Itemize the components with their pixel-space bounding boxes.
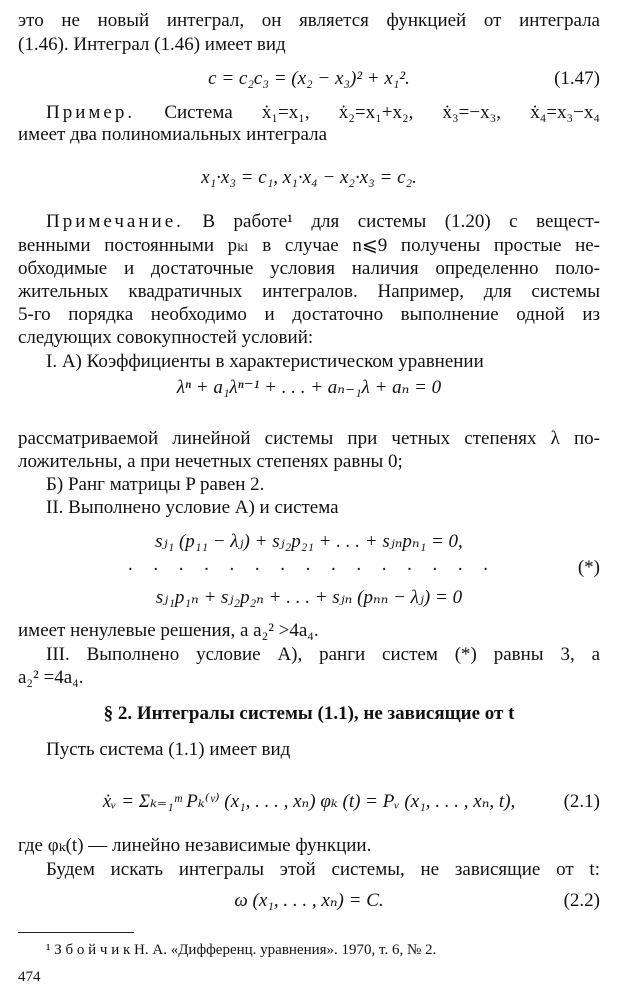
note-line [46, 211, 600, 233]
equation-number: (2.1) [563, 791, 600, 812]
text-line: 5-го порядка необходимо и достаточно выполнение одной из [18, 304, 600, 325]
equation-integrals: x₁·x₃ = c₁, x₁·x₄ − x₂·x₃ = c₂. [201, 167, 417, 188]
text-line: имеет два полиномиальных интеграла [18, 124, 328, 145]
page-number: 474 [18, 969, 41, 985]
equation-characteristic: λⁿ + a₁λⁿ⁻¹ + . . . + aₙ₋₁λ + aₙ = 0 [176, 377, 442, 398]
text-line: венными постоянными pₖₗ в случае n⩽9 получены простые не- [18, 235, 600, 256]
text-line: II. Выполнено условие А) и система [46, 497, 339, 518]
text-line: III. Выполнено условие А), ранги систем (*) равны 3, а [46, 644, 600, 665]
example-label: Пример. [46, 102, 136, 123]
text-line: рассматриваемой линейной системы при четных степенях λ по- [18, 428, 600, 449]
text-line: где φₖ(t) — линейно независимые функции. [18, 835, 372, 856]
text-line: a₂² =4a₄. [18, 667, 84, 688]
section-heading: § 2. Интегралы системы (1.1), не зависящие от t [103, 703, 515, 724]
note-text: В работе¹ для системы (1.20) с вещест- [202, 211, 600, 232]
system-dots-row: . . . . . . . . . . . . . . . [128, 554, 488, 575]
equation-number: (1.47) [554, 68, 600, 89]
equation-body: c = c₂c₃ = (x₂ − x₃)² + x₁². [208, 68, 410, 89]
example-line [46, 102, 600, 124]
footnote: ¹ З б о й ч и к Н. А. «Дифференц. уравнения». 1970, т. 6, № 2. [46, 942, 437, 958]
text-line: Б) Ранг матрицы P равен 2. [46, 474, 265, 495]
system-row-1: sⱼ₁ (p₁₁ − λⱼ) + sⱼ₂p₂₁ + . . . + sⱼₙpₙ₁ = 0, [155, 531, 463, 552]
system-row-3: sⱼ₁p₁ₙ + sⱼ₂p₂ₙ + . . . + sⱼₙ (pₙₙ − λⱼ) = 0 [155, 587, 463, 608]
text-line: (1.46). Интеграл (1.46) имеет вид [18, 34, 286, 55]
example-text: Система ẋ₁=x₁, ẋ₂=x₁+x₂, ẋ₃=−x₃, ẋ₄=x₃−x₄ [164, 102, 601, 123]
text-line: жительных квадратичных интегралов. Например, для системы [18, 281, 600, 302]
note-label: Примечание. [46, 211, 184, 232]
equation-2-2: ω (x₁, . . . , xₙ) = C. [234, 890, 384, 911]
text-line: это не новый интеграл, он является функцией от интеграла [18, 10, 600, 31]
text-line: ложительны, а при нечетных степенях равны 0; [18, 451, 403, 472]
text-line: Пусть система (1.1) имеет вид [46, 739, 291, 760]
text-line: следующих совокупностей условий: [18, 327, 314, 348]
equation-2-1: ẋᵥ = Σₖ₌₁ᵐ Pₖ⁽ᵛ⁾ (x₁, . . . , xₙ) φₖ (t) = Pᵥ (x₁, . . . , xₙ, t), [102, 791, 516, 812]
text-line: обходимые и достаточные условия наличия определенно поло- [18, 258, 600, 279]
text-line: имеет ненулевые решения, а a₂² >4a₄. [18, 620, 319, 641]
system-number: (*) [577, 557, 600, 578]
footnote-divider [18, 932, 134, 933]
text-line: I. А) Коэффициенты в характеристическом уравнении [46, 351, 484, 372]
equation-number: (2.2) [563, 890, 600, 911]
equation-1-47 [18, 67, 600, 91]
text-line: Будем искать интегралы этой системы, не зависящие от t: [46, 859, 600, 880]
